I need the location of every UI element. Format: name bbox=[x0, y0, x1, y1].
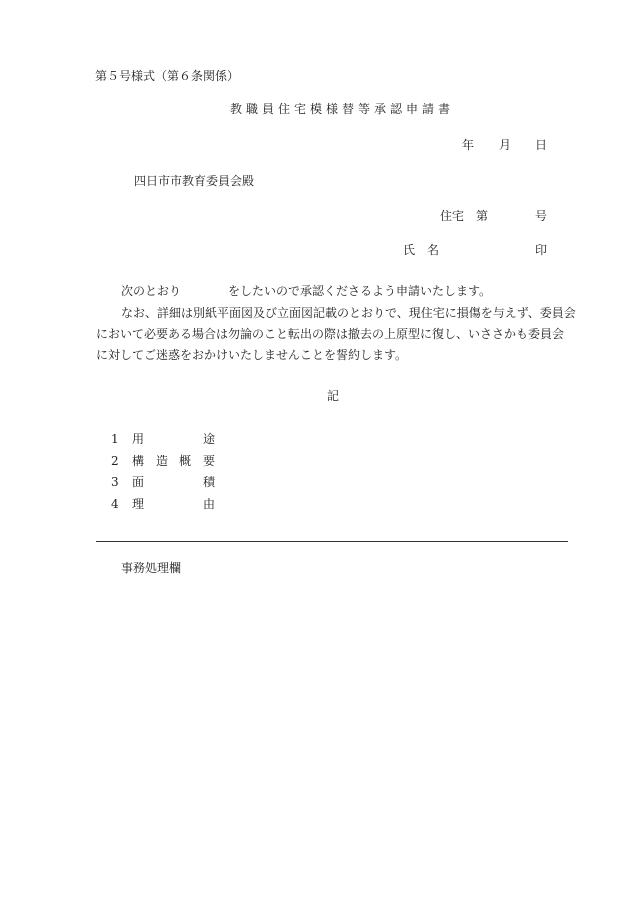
date-day: 日 bbox=[535, 138, 548, 152]
body-line1-b: をしたいので承認くださるよう申請いたします。 bbox=[228, 284, 492, 298]
item-char: 概 bbox=[179, 454, 192, 468]
item-number: 2 bbox=[111, 454, 119, 468]
item-char: 面 bbox=[132, 475, 145, 489]
item-number: 1 bbox=[111, 432, 119, 446]
addressee: 四日市市教育委員会殿 bbox=[134, 174, 255, 188]
date-year: 年 bbox=[462, 138, 475, 152]
ki-heading: 記 bbox=[327, 389, 340, 403]
item-char: 造 bbox=[156, 454, 169, 468]
item-number: 3 bbox=[111, 475, 119, 489]
item-char: 由 bbox=[203, 497, 216, 511]
applicant-seal: 印 bbox=[535, 243, 548, 257]
body-line1-a: 次のとおり bbox=[121, 284, 182, 298]
office-section-label: 事務処理欄 bbox=[121, 561, 182, 575]
residence-go: 号 bbox=[535, 209, 548, 223]
item-char: 用 bbox=[132, 432, 145, 446]
item-char: 構 bbox=[132, 454, 145, 468]
applicant-shi: 氏 bbox=[403, 243, 416, 257]
item-number: 4 bbox=[111, 497, 119, 511]
body-line4: に対してご迷惑をおかけいたしませんことを誓約します。 bbox=[96, 348, 408, 362]
date-month: 月 bbox=[499, 138, 512, 152]
body-line3: において必要ある場合は勿論のこと転出の際は撤去の上原型に復し、いささかも委員会 bbox=[96, 327, 565, 341]
applicant-mei: 名 bbox=[427, 243, 440, 257]
form-number: 第５号様式（第６条関係） bbox=[95, 69, 240, 83]
residence-dai: 第 bbox=[476, 209, 489, 223]
item-char: 途 bbox=[203, 432, 216, 446]
document-title: 教職員住宅模様替等承認申請書 bbox=[230, 102, 455, 116]
body-line2: なお、詳細は別紙平面図及び立面図記載のとおりで、現住宅に損傷を与えず、委員会 bbox=[121, 306, 576, 320]
residence-label: 住宅 bbox=[440, 209, 465, 223]
item-char: 積 bbox=[203, 475, 216, 489]
item-char: 要 bbox=[203, 454, 216, 468]
section-divider bbox=[96, 541, 568, 542]
item-char: 理 bbox=[132, 497, 145, 511]
